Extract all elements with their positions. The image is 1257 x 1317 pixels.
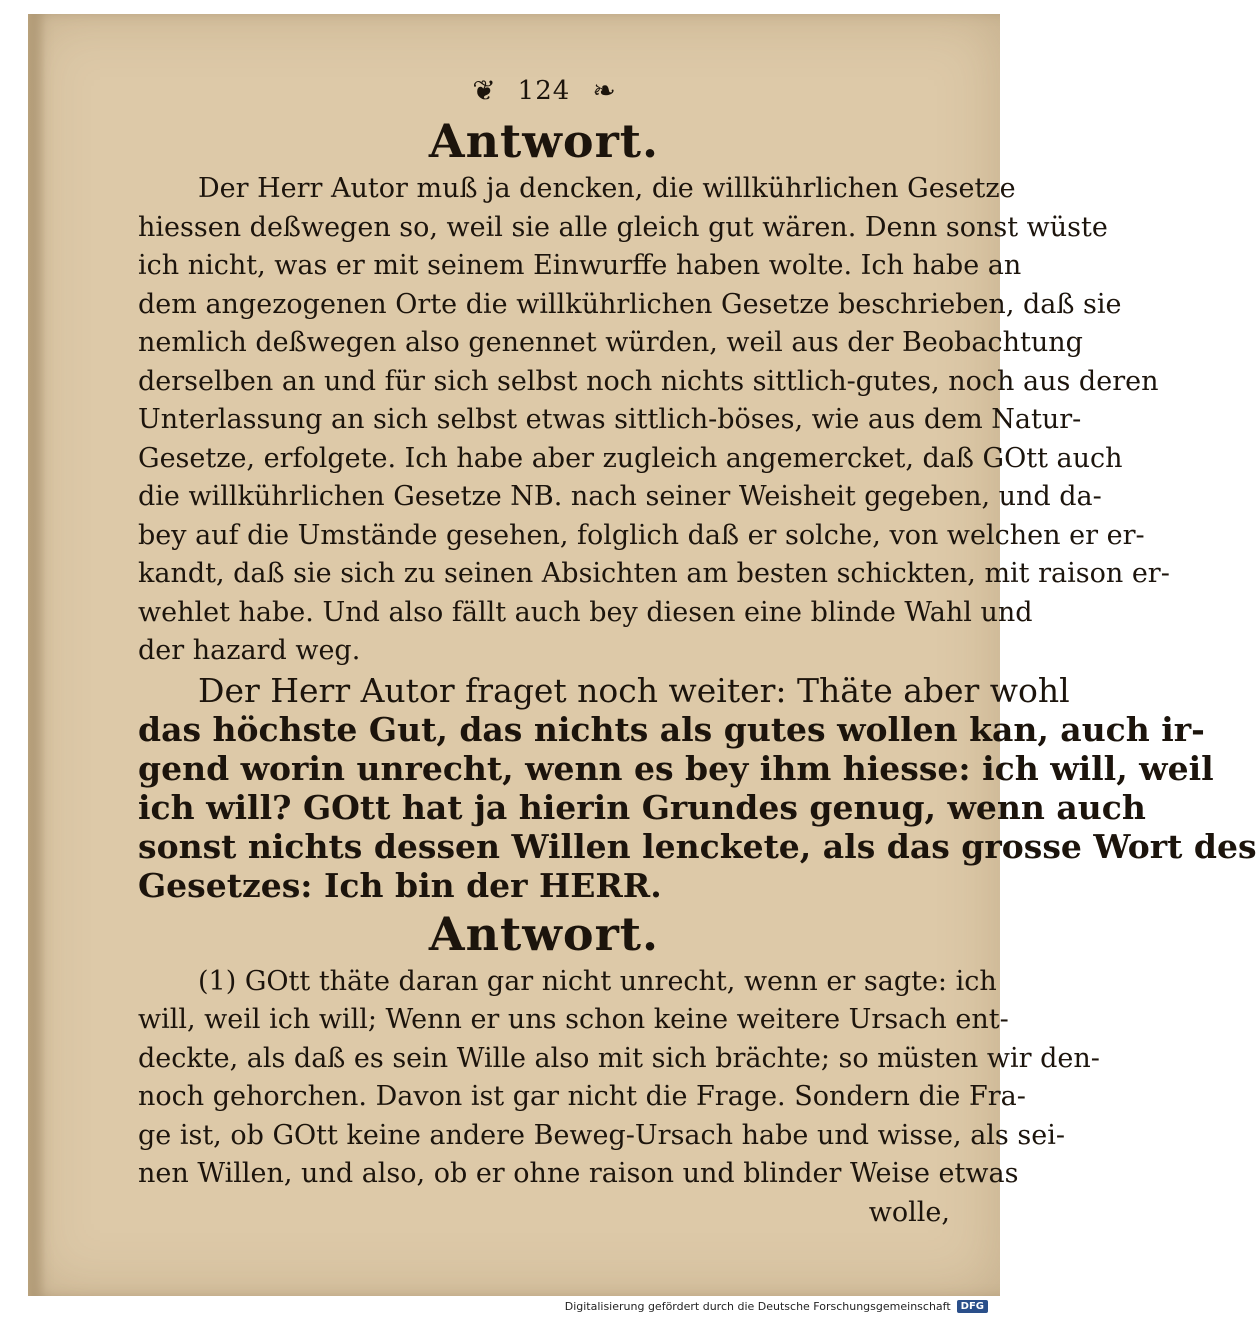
footer-text: Digitalisierung gefördert durch die Deutsche Forschungsgemeinschaft xyxy=(564,1300,951,1313)
text-line: das höchste Gut, das nichts als gutes wollen kan, auch ir- xyxy=(138,709,1205,749)
left-ornament-icon: ❦ xyxy=(472,74,496,107)
text-line: derselben an und für sich selbst noch nichts sittlich-gutes, noch aus deren xyxy=(138,365,1159,397)
text-line: will, weil ich will; Wenn er uns schon keine weitere Ursach ent- xyxy=(138,1004,1009,1035)
page-number: 124 xyxy=(517,76,571,106)
heading-antwort-2: Antwort. xyxy=(428,906,660,961)
text-line: Der Herr Autor muß ja dencken, die willkührlichen Gesetze xyxy=(198,173,1016,204)
text-line: ich will? GOtt hat ja hierin Grundes genug, wenn auch xyxy=(138,787,1146,827)
text-line: deckte, als daß es sein Wille also mit sich brächte; so müsten wir den- xyxy=(138,1042,1100,1074)
catchword: wolle, xyxy=(868,1196,950,1228)
digitization-footer xyxy=(565,1300,988,1313)
text-line: nen Willen, und also, ob er ohne raison und blinder Weise etwas xyxy=(138,1158,1019,1189)
text-line: gend worin unrecht, wenn es bey ihm hiesse: ich will, weil xyxy=(138,748,1214,788)
running-header xyxy=(138,74,950,108)
text-line: kandt, daß sie sich zu seinen Absichten am besten schickten, mit raison er- xyxy=(138,558,1170,589)
text-line: ich nicht, was er mit seinem Einwurffe haben wolte. Ich habe an xyxy=(138,250,1022,281)
paragraph-1 xyxy=(138,170,1170,671)
text-line: Gesetzes: Ich bin der HERR. xyxy=(138,865,662,905)
text-line: wehlet habe. Und also fällt auch bey diesen eine blinde Wahl und xyxy=(138,596,1033,628)
text-line: noch gehorchen. Davon ist gar nicht die Frage. Sondern die Fra- xyxy=(138,1081,1026,1112)
dfg-logo: DFG xyxy=(957,1300,988,1313)
text-line: hiessen deßwegen so, weil sie alle gleich gut wären. Denn sonst wüste xyxy=(138,211,1108,243)
paragraph-3 xyxy=(138,963,1100,1233)
text-line: Der Herr Autor fraget noch weiter: Thäte aber wohl xyxy=(198,670,1070,710)
scanned-page xyxy=(28,14,1257,1296)
text-line: dem angezogenen Orte die willkührlichen Gesetze beschrieben, daß sie xyxy=(138,288,1122,320)
text-line: bey auf die Umstände gesehen, folglich daß er solche, von welchen er er- xyxy=(138,519,1145,551)
heading-antwort-1: Antwort. xyxy=(428,114,660,168)
text-line: ge ist, ob GOtt keine andere Beweg-Ursach habe und wisse, als sei- xyxy=(138,1119,1065,1151)
text-line: Unterlassung an sich selbst etwas sittlich-böses, wie aus dem Natur- xyxy=(138,404,1082,435)
text-line: sonst nichts dessen Willen lenckete, als das grosse Wort des xyxy=(138,826,1257,866)
right-ornament-icon: ❧ xyxy=(592,74,616,107)
text-line: (1) GOtt thäte daran gar nicht unrecht, wenn er sagte: ich xyxy=(198,965,997,997)
paragraph-2 xyxy=(138,670,1257,905)
text-line: Gesetze, erfolgete. Ich habe aber zugleich angemercket, daß GOtt auch xyxy=(138,442,1123,474)
text-line: nemlich deßwegen also genennet würden, weil aus der Beobachtung xyxy=(138,327,1083,358)
text-block xyxy=(138,74,1257,1232)
text-line: der hazard weg. xyxy=(138,635,361,666)
text-line: die willkührlichen Gesetze NB. nach seiner Weisheit gegeben, und da- xyxy=(138,481,1102,512)
